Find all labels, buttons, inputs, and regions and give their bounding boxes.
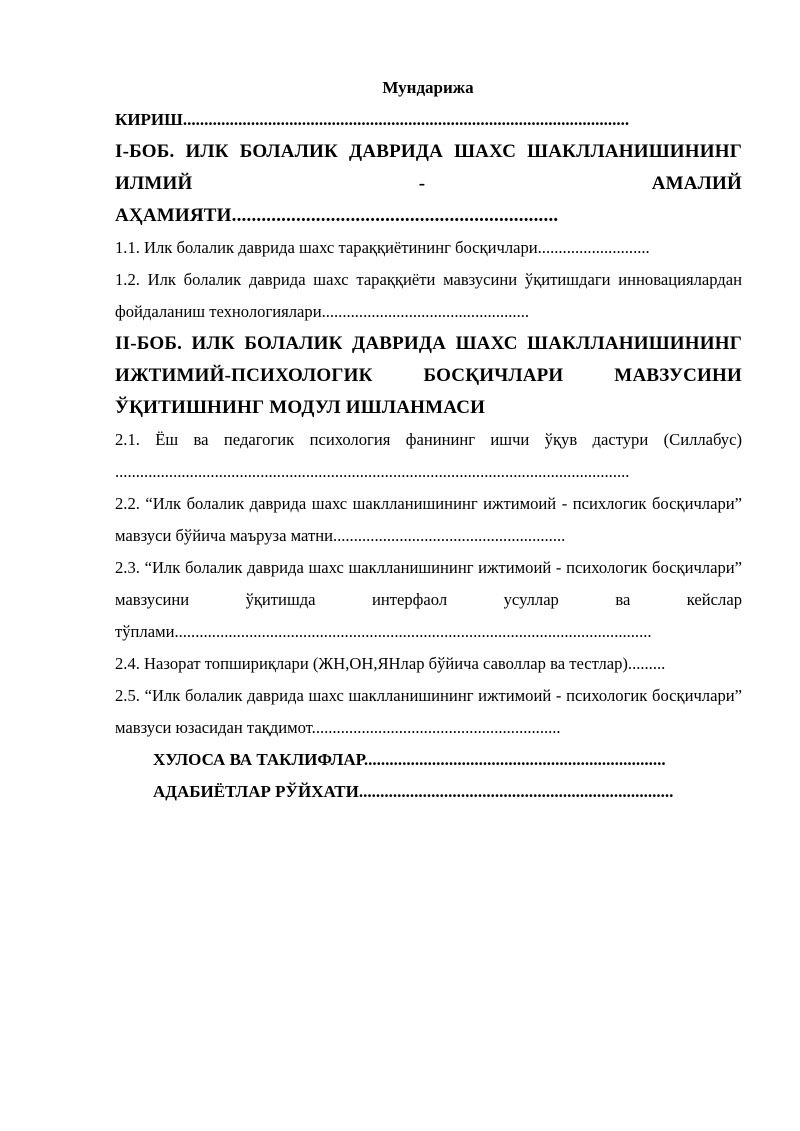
table-of-contents [115, 104, 742, 808]
toc-entry-bibliography: АДАБИЁТЛАР РЎЙХАТИ.......................................................................... [153, 782, 674, 801]
toc-entry-1-2: 1.2. Илк болалик даврида шахс тараққиёти мавзусини ўқитишдаги инновациялардан фойдаланиш технологиялари.................................................. [115, 270, 742, 321]
toc-entry-1-1: 1.1. Илк болалик даврида шахс тараққиётининг босқичлари........................... [115, 238, 650, 257]
toc-entry-conclusion: ХУЛОСА ВА ТАКЛИФЛАР....................................................................... [153, 750, 666, 769]
toc-entry-introduction: КИРИШ......................................................................................................... [115, 110, 630, 129]
toc-entry-chapter-2: II-БОБ. ИЛК БОЛАЛИК ДАВРИДА ШАХС ШАКЛЛАНИШИНИНГ ИЖТИМИЙ-ПСИХОЛОГИК БОСҚИЧЛАРИ МАВЗУСИНИ ЎҚИТИШНИНГ МОДУЛ ИШЛАНМАСИ [115, 333, 742, 418]
toc-entry-chapter-1: I-БОБ. ИЛК БОЛАЛИК ДАВРИДА ШАХС ШАКЛЛАНИШИНИНГ ИЛМИЙ - АМАЛИЙ АҲАМИЯТИ.................................................................. [115, 141, 742, 226]
toc-entry-2-3: 2.3. “Илк болалик даврида шахс шаклланишининг ижтимоий - психологик босқичлари” мавзусини ўқитишда интерфаол усуллар ва кейслар тўплами................................................................................................................... [115, 558, 742, 641]
toc-entry-2-2: 2.2. “Илк болалик даврида шахс шаклланишининг ижтимоий - психлогик босқичлари” мавзуси бўйича маъруза матни........................................................ [115, 494, 742, 545]
page-title: Мундарижа [382, 78, 474, 97]
toc-entry-2-5: 2.5. “Илк болалик даврида шахс шаклланишининг ижтимоий - психологик босқичлари” мавзуси юзасидан тақдимот............................................................ [115, 686, 742, 737]
toc-entry-2-4: 2.4. Назорат топшириқлари (ЖН,ОН,ЯНлар бўйича саволлар ва тестлар)......... [115, 654, 666, 673]
toc-entry-2-1: 2.1. Ёш ва педагогик психология фанининг ишчи ўқув дастури (Силлабус) ............................................................................................................................ [115, 430, 742, 481]
